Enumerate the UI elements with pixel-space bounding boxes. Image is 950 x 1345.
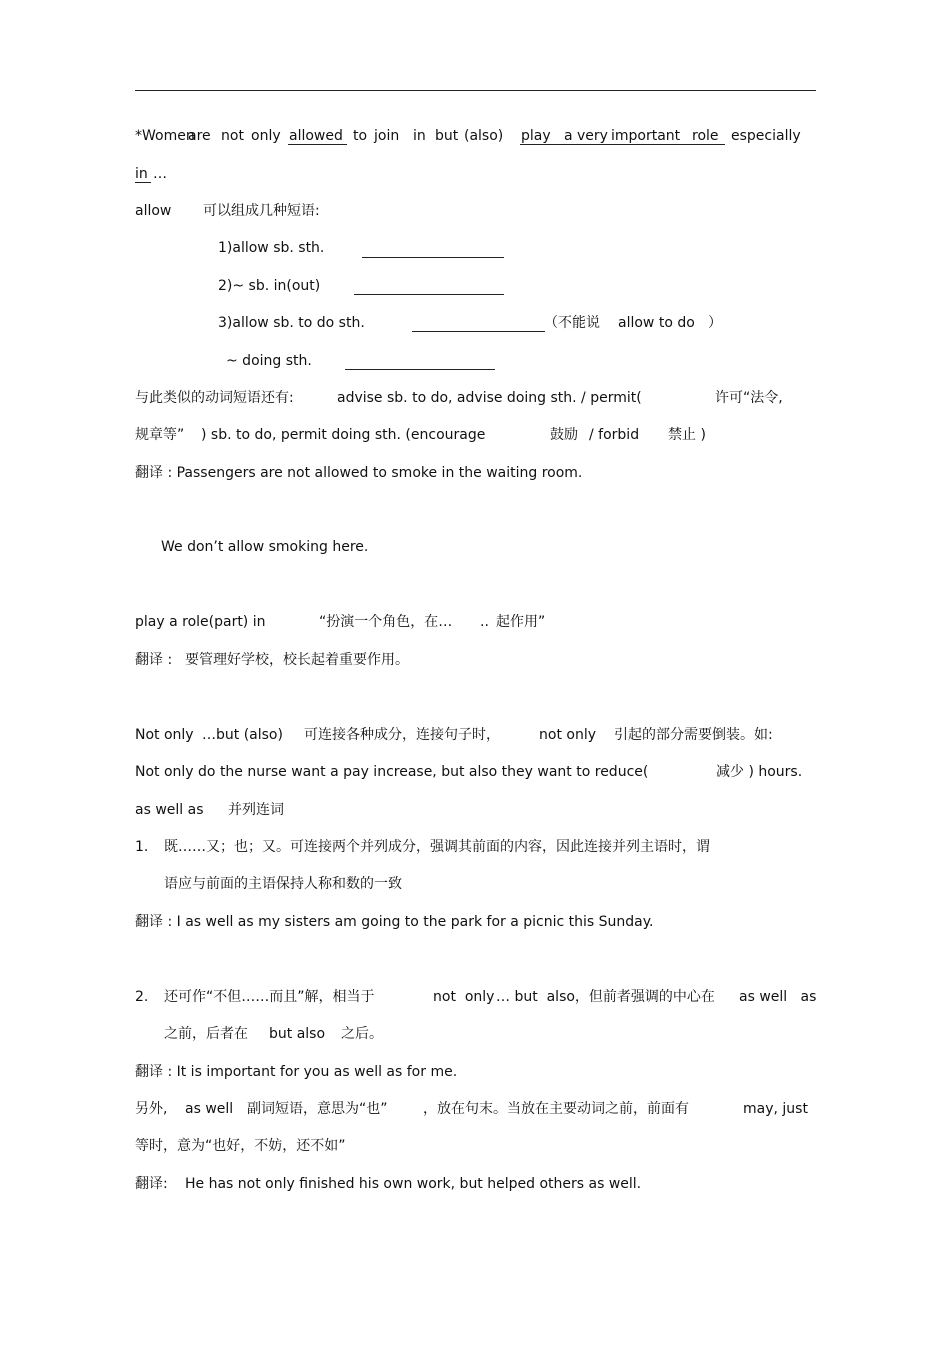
item-2-number: 2. bbox=[135, 989, 149, 1005]
text-in: in bbox=[413, 128, 426, 144]
phrase-3-note-mid: allow to do bbox=[618, 315, 695, 331]
notonly-e: 引起的部分需要倒装。如: bbox=[614, 727, 773, 743]
translate-5-label: 翻译: bbox=[135, 1176, 168, 1192]
blank-phrase-3 bbox=[412, 331, 545, 332]
text-role: role bbox=[692, 128, 719, 144]
phrase-3-note-open: （不能说 bbox=[544, 315, 600, 331]
aswell-a: as well as bbox=[135, 802, 204, 818]
item-1-line-2: 语应与前面的主语保持人称和数的一致 bbox=[164, 876, 402, 892]
item-2-d: as well as bbox=[739, 989, 817, 1005]
blank-phrase-4 bbox=[345, 369, 495, 370]
another-a: 另外, bbox=[135, 1101, 168, 1117]
underline-in bbox=[135, 182, 151, 183]
another-b: as well bbox=[185, 1101, 234, 1117]
text-but: but bbox=[435, 128, 459, 144]
allow-note: 可以组成几种短语: bbox=[203, 203, 320, 219]
item-2-b: not only bbox=[433, 989, 495, 1005]
text-only: only bbox=[251, 128, 281, 144]
item-1-line-1: 既……又；也；又。可连接两个并列成分，强调其前面的内容，因此连接并列主语时，谓 bbox=[164, 839, 710, 855]
similar-text-2d: / forbid bbox=[589, 427, 640, 443]
translate-4: 翻译 : It is important for you as well as for me. bbox=[135, 1064, 458, 1080]
blank-phrase-1 bbox=[362, 257, 504, 258]
similar-text-2b: ) sb. to do, permit doing sth. (encourage bbox=[201, 427, 486, 443]
another-d: ，放在句末。当放在主要动词之前，前面有 bbox=[423, 1101, 689, 1117]
underline-play-role bbox=[520, 144, 725, 145]
translate-3: 翻译 : I as well as my sisters am going to the park for a picnic this Sunday. bbox=[135, 914, 654, 930]
similar-text-1b: 许可“法令, bbox=[715, 390, 783, 406]
phrase-3: 3)allow sb. to do sth. bbox=[218, 315, 365, 331]
playrole-c: .. bbox=[480, 614, 489, 630]
item-1-number: 1. bbox=[135, 839, 149, 855]
text-especially: especially bbox=[731, 128, 801, 144]
phrase-2: 2)~ sb. in(out) bbox=[218, 278, 321, 294]
similar-text-1: advise sb. to do, advise doing sth. / permit( bbox=[337, 390, 642, 406]
notonly-b: …but (also) bbox=[202, 727, 283, 743]
text-women: *Women bbox=[135, 128, 195, 144]
notonly-example-2: 减少 ) hours. bbox=[716, 764, 803, 780]
blank-phrase-2 bbox=[354, 294, 504, 295]
translate-2-text: 要管理好学校，校长起着重要作用。 bbox=[185, 652, 409, 668]
text-join: join bbox=[374, 128, 400, 144]
item-2-c: … but also，但前者强调的中心在 bbox=[496, 989, 715, 1005]
similar-text-2a: 规章等” bbox=[135, 427, 185, 443]
text-important: important bbox=[611, 128, 681, 144]
notonly-d: not only bbox=[539, 727, 596, 743]
text-are: are bbox=[188, 128, 211, 144]
allow-word: allow bbox=[135, 203, 172, 219]
another-f: 等时，意为“也好，不妨，还不如” bbox=[135, 1138, 346, 1154]
item-2-e: 之前，后者在 bbox=[164, 1026, 248, 1042]
notonly-c: 可连接各种成分，连接句子时， bbox=[304, 727, 500, 743]
translate-5-text: He has not only finished his own work, but helped others as well. bbox=[185, 1176, 642, 1192]
text-to: to bbox=[353, 128, 368, 144]
item-2-f: but also bbox=[269, 1026, 326, 1042]
notonly-example: Not only do the nurse want a pay increase, but also they want to reduce( bbox=[135, 764, 649, 780]
header-rule bbox=[135, 90, 816, 91]
text-not: not bbox=[221, 128, 244, 144]
phrase-3-note-close: ） bbox=[708, 315, 722, 331]
playrole-d: 起作用” bbox=[496, 614, 546, 630]
phrase-1: 1)allow sb. sth. bbox=[218, 240, 325, 256]
playrole-a: play a role(part) in bbox=[135, 614, 266, 630]
similar-text-2e: 禁止 ) bbox=[668, 427, 706, 443]
example-1: We don’t allow smoking here. bbox=[161, 539, 369, 555]
phrase-4: ~ doing sth. bbox=[226, 353, 312, 369]
text-also: (also) bbox=[464, 128, 504, 144]
item-2-g: 之后。 bbox=[341, 1026, 383, 1042]
playrole-b: “扮演一个角色，在… bbox=[319, 614, 453, 630]
item-2-a: 还可作“不但……而且”解，相当于 bbox=[164, 989, 375, 1005]
text-ellipsis: … bbox=[153, 166, 167, 182]
text-play-a-very: play a very bbox=[521, 128, 608, 144]
underline-allowed bbox=[288, 144, 347, 145]
another-c: 副词短语，意思为“也” bbox=[247, 1101, 388, 1117]
similar-text-2c: 鼓励 bbox=[550, 427, 578, 443]
aswell-b: 并列连词 bbox=[228, 802, 284, 818]
notonly-a: Not only bbox=[135, 727, 194, 743]
text-in-end: in bbox=[135, 166, 148, 182]
text-allowed: allowed bbox=[289, 128, 343, 144]
translate-1: 翻译 : Passengers are not allowed to smoke in the waiting room. bbox=[135, 465, 583, 481]
similar-lead: 与此类似的动词短语还有: bbox=[135, 390, 294, 406]
translate-2-label: 翻译 : bbox=[135, 652, 173, 668]
another-e: may, just bbox=[743, 1101, 808, 1117]
